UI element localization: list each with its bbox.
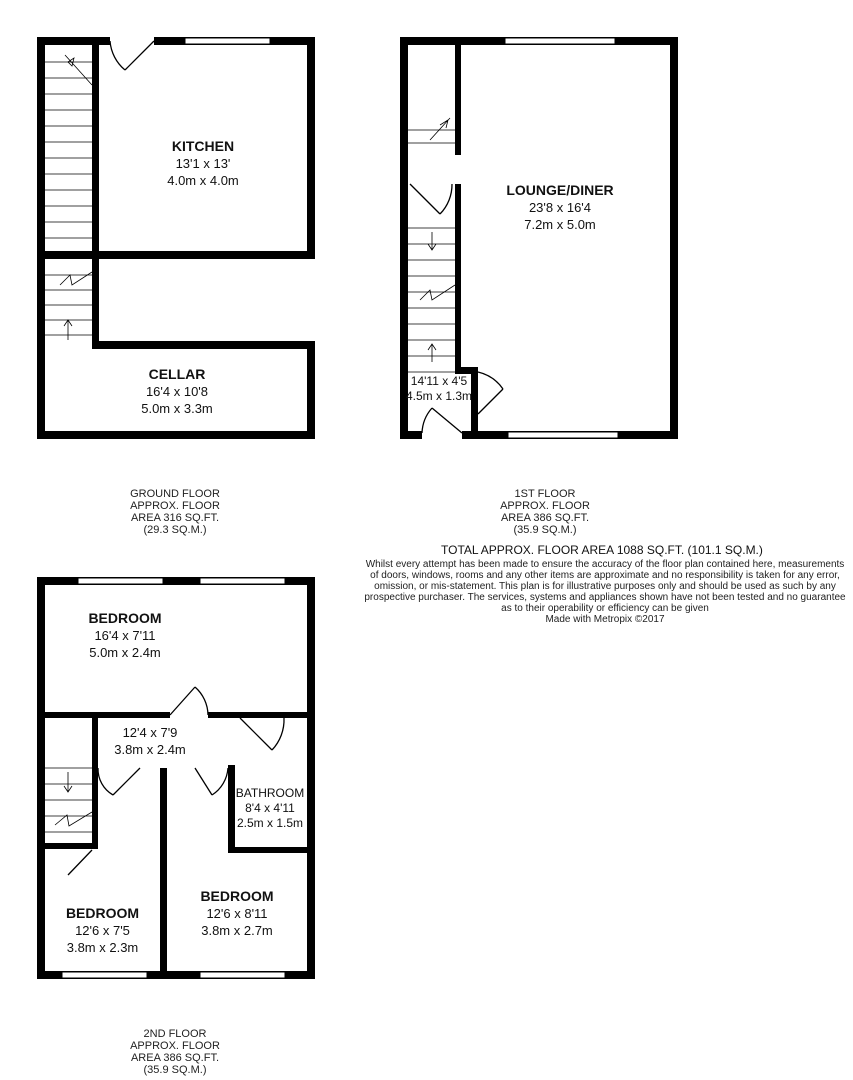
caption-line: (29.3 SQ.M.) — [143, 524, 207, 536]
landing-label — [90, 724, 210, 758]
room-name: BATHROOM — [235, 786, 305, 800]
room-dim-metric: 7.2m x 5.0m — [524, 217, 596, 232]
room-dim-imperial: 16'4 x 10'8 — [145, 384, 209, 399]
ground-floor-caption — [115, 488, 235, 536]
room-dim-metric: 5.0m x 3.3m — [141, 401, 213, 416]
bedroom-2-label — [172, 888, 302, 939]
room-dim-metric: 4.0m x 4.0m — [167, 173, 239, 188]
caption-line: 2ND FLOOR — [143, 1028, 207, 1040]
caption-line: APPROX. FLOOR — [130, 1040, 220, 1052]
room-dim-metric: 3.8m x 2.4m — [114, 742, 186, 757]
room-dim-imperial: 12'4 x 7'9 — [122, 725, 178, 740]
caption-line: APPROX. FLOOR — [130, 500, 220, 512]
room-dim-imperial: 23'8 x 16'4 — [528, 200, 592, 215]
room-dim-imperial: 8'4 x 4'11 — [245, 801, 295, 815]
caption-line: AREA 386 SQ.FT. — [130, 1052, 220, 1064]
disclaimer-line: omission, or mis-statement. This plan is for illustrative purposes only and should be used as such by any — [374, 581, 836, 592]
disclaimer-credit: Made with Metropix ©2017 — [545, 614, 665, 625]
caption-line: (35.9 SQ.M.) — [513, 524, 577, 536]
hall-label — [404, 374, 474, 404]
caption-line: APPROX. FLOOR — [500, 500, 590, 512]
bedroom-1-label — [60, 610, 190, 661]
room-name: BEDROOM — [88, 610, 162, 626]
bedroom-3-label — [45, 905, 160, 956]
room-dim-metric: 3.8m x 2.3m — [66, 940, 139, 955]
lounge-label — [490, 182, 630, 233]
kitchen-label — [138, 138, 268, 189]
room-dim-metric: 3.8m x 2.7m — [201, 923, 273, 938]
room-dim-metric: 5.0m x 2.4m — [89, 645, 161, 660]
room-name: LOUNGE/DINER — [506, 182, 614, 198]
room-name: BEDROOM — [200, 888, 274, 904]
disclaimer — [358, 559, 852, 625]
room-dim-metric: 4.5m x 1.3m — [405, 389, 473, 403]
room-dim-imperial: 12'6 x 8'11 — [206, 906, 268, 921]
total-floor-area: TOTAL APPROX. FLOOR AREA 1088 SQ.FT. (101.1 SQ.M.) — [441, 543, 763, 557]
room-name: CELLAR — [148, 366, 206, 382]
caption-line: GROUND FLOOR — [130, 488, 220, 500]
cellar-label — [112, 366, 242, 417]
disclaimer-line: as to their operability or efficiency can be given — [501, 603, 709, 614]
first-floor-caption — [485, 488, 605, 536]
caption-line: AREA 386 SQ.FT. — [500, 512, 590, 524]
room-dim-imperial: 16'4 x 7'11 — [94, 628, 156, 643]
disclaimer-line: prospective purchaser. The services, systems and appliances shown have not been tested and no guarantee — [364, 592, 846, 603]
caption-line: (35.9 SQ.M.) — [143, 1064, 207, 1076]
room-dim-imperial: 14'11 x 4'5 — [410, 374, 468, 388]
caption-line: AREA 316 SQ.FT. — [130, 512, 220, 524]
bathroom-label — [232, 786, 308, 831]
room-dim-imperial: 13'1 x 13' — [175, 156, 231, 171]
disclaimer-line: Whilst every attempt has been made to ensure the accuracy of the floor plan contained here, measurements — [365, 559, 845, 570]
caption-line: 1ST FLOOR — [514, 488, 576, 500]
disclaimer-line: of doors, windows, rooms and any other items are approximate and no responsibility is taken for any error, — [370, 570, 840, 581]
room-name: BEDROOM — [65, 905, 140, 921]
room-dim-imperial: 12'6 x 7'5 — [75, 923, 130, 938]
room-dim-metric: 2.5m x 1.5m — [236, 816, 304, 830]
room-name: KITCHEN — [171, 138, 235, 154]
second-floor-caption — [115, 1028, 235, 1076]
